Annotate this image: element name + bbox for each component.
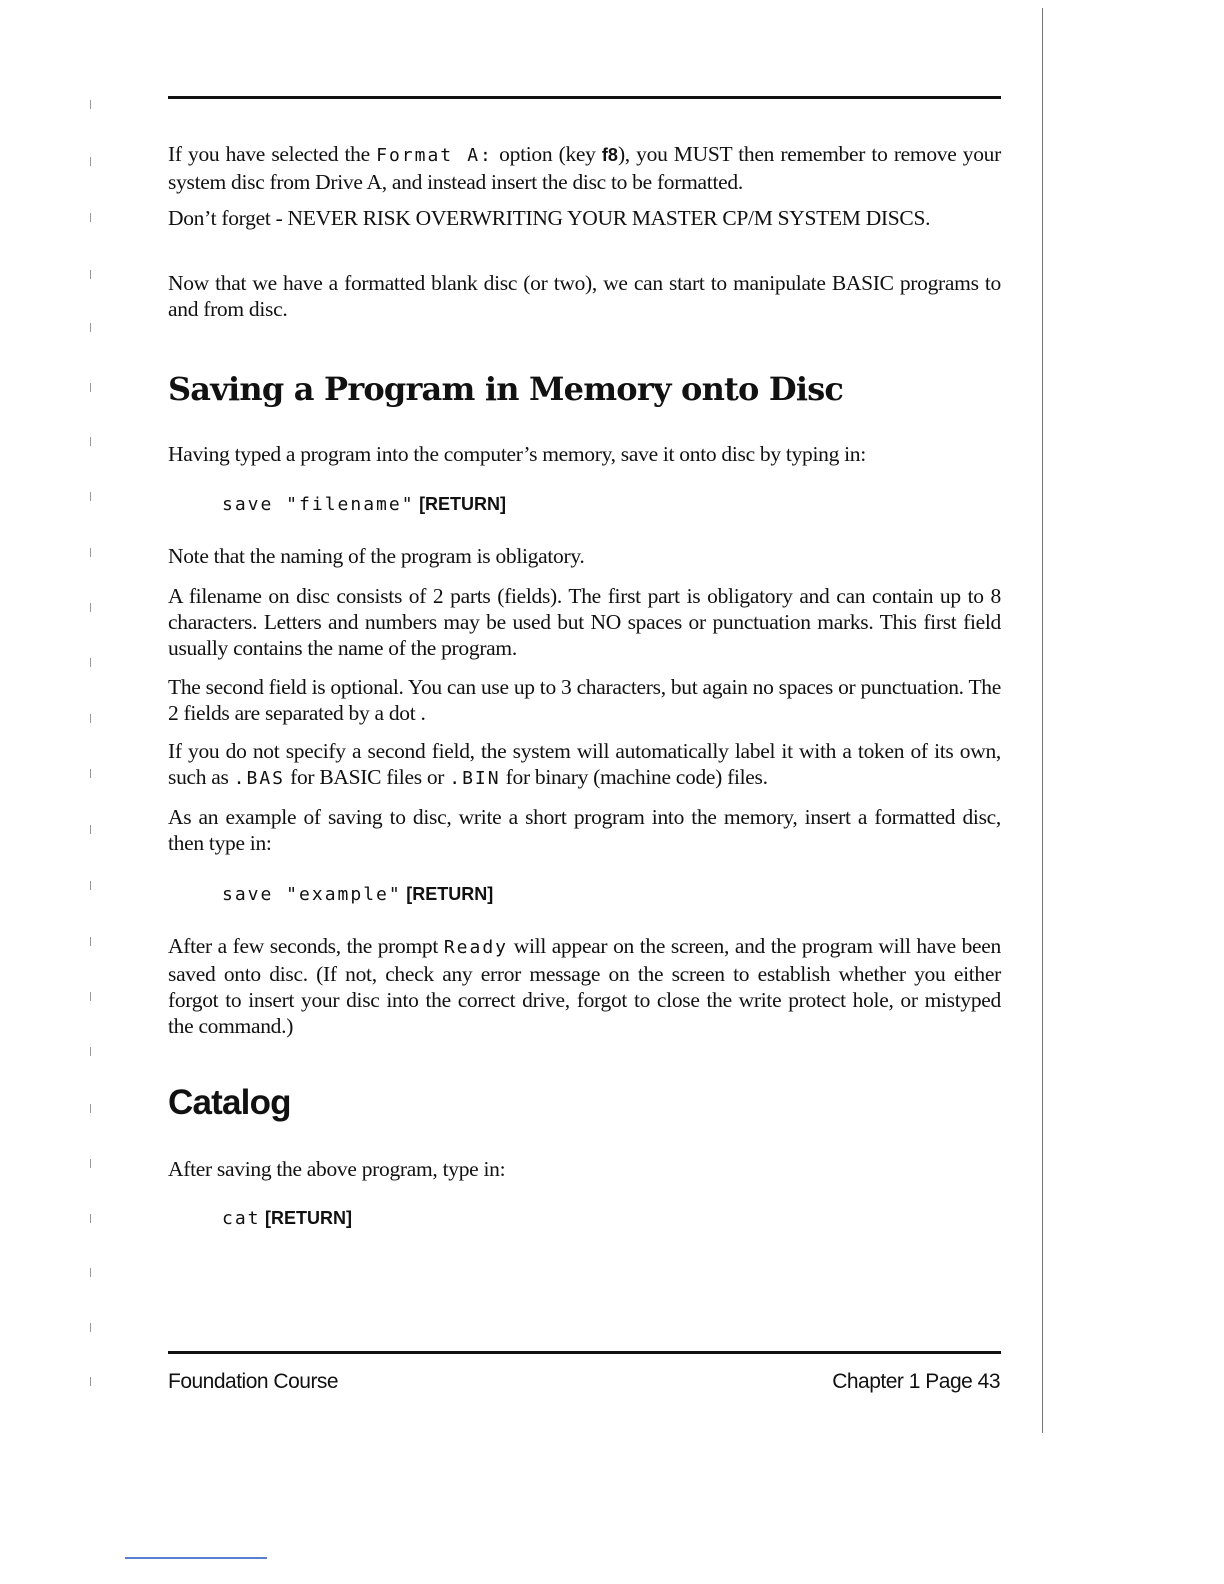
text: If you have selected the [168, 142, 377, 166]
margin-mark [90, 1323, 91, 1332]
text: will appear on the screen, and the program will have been saved onto disc. (If not, check any error message on the screen to establish whether you either forgot to insert your disc into the correct drive, forgot to close the write protect hole, or mistyped the command.) [168, 934, 1001, 1038]
text: option (key [492, 142, 602, 166]
text: ), you MUST then remember to remove your system disc from Drive A, and instead insert the disc to be formatted. [168, 142, 1001, 194]
section-heading-saving: Saving a Program in Memory onto Disc [168, 370, 844, 408]
text: for BASIC files or [285, 765, 450, 789]
margin-mark [90, 992, 91, 1001]
margin-mark [90, 548, 91, 557]
paragraph-example: As an example of saving to disc, write a short program into the memory, insert a formatted disc, then type in: [168, 805, 1001, 855]
inline-code: .BAS [233, 768, 286, 789]
margin-mark [90, 270, 91, 279]
paragraph-intro: Now that we have a formatted blank disc (or two), we can start to manipulate BASIC programs to and from disc. [168, 271, 1001, 321]
margin-mark [90, 714, 91, 723]
margin-mark [90, 383, 91, 392]
paragraph-note: Note that the naming of the program is obligatory. [168, 544, 585, 568]
header-rule [168, 96, 1001, 99]
text: If you do not specify a second field, the system will automatically label it with a token of its own, such as [168, 739, 1001, 789]
margin-mark [90, 1159, 91, 1168]
code-command: save "filename" [222, 494, 415, 515]
footer-book-title: Foundation Course [168, 1370, 339, 1393]
key-label: [RETURN] [406, 884, 494, 904]
code-save-example [222, 884, 493, 905]
paragraph-warning: Don’t forget - NEVER RISK OVERWRITING YOUR MASTER CP/M SYSTEM DISCS. [168, 206, 931, 230]
code-save-filename [222, 494, 506, 515]
margin-mark [90, 157, 91, 166]
footer-page-number: Chapter 1 Page 43 [832, 1370, 1000, 1393]
paragraph-catalog: After saving the above program, type in: [168, 1157, 506, 1181]
margin-mark [90, 825, 91, 834]
margin-mark [90, 937, 91, 946]
margin-mark [90, 1268, 91, 1277]
margin-mark [90, 492, 91, 501]
margin-mark [90, 1047, 91, 1056]
section-heading-catalog: Catalog [168, 1083, 291, 1122]
margin-mark [90, 1104, 91, 1113]
code-cat [222, 1208, 352, 1229]
paragraph-save-instructions: Having typed a program into the computer’s memory, save it onto disc by typing in: [168, 442, 866, 466]
inline-code: Ready [443, 937, 508, 958]
margin-mark [90, 1377, 91, 1386]
code-command: save "example" [222, 884, 402, 905]
text: for binary (machine code) files. [500, 765, 768, 789]
footer-rule [168, 1351, 1001, 1354]
page-edge-line [1042, 8, 1043, 1433]
margin-mark [90, 1214, 91, 1223]
paragraph-second-field: The second field is optional. You can use up to 3 characters, but again no spaces or punctuation. The 2 fields are separated by a dot . [168, 675, 1001, 725]
margin-mark [90, 603, 91, 612]
paragraph-token [168, 738, 1001, 792]
margin-mark [90, 437, 91, 446]
margin-mark [90, 769, 91, 778]
key-label: f8 [601, 145, 618, 165]
margin-mark [90, 100, 91, 109]
inline-code: Format A: [376, 145, 493, 166]
margin-mark [90, 213, 91, 222]
margin-mark [90, 881, 91, 890]
margin-mark [90, 658, 91, 667]
scan-mark [125, 1557, 267, 1559]
text: After a few seconds, the prompt [168, 934, 444, 958]
code-command: cat [222, 1208, 261, 1229]
paragraph-filename-parts: A filename on disc consists of 2 parts (fields). The first part is obligatory and can contain up to 8 characters. Letters and numbers may be used but NO spaces or punctuation marks. This first field usually contains the name of the program. [168, 584, 1001, 660]
inline-code: .BIN [449, 768, 501, 789]
key-label: [RETURN] [265, 1208, 353, 1228]
key-label: [RETURN] [419, 494, 507, 514]
margin-mark [90, 323, 91, 332]
paragraph-ready [168, 933, 1001, 1039]
paragraph-format-warning [168, 141, 1001, 195]
